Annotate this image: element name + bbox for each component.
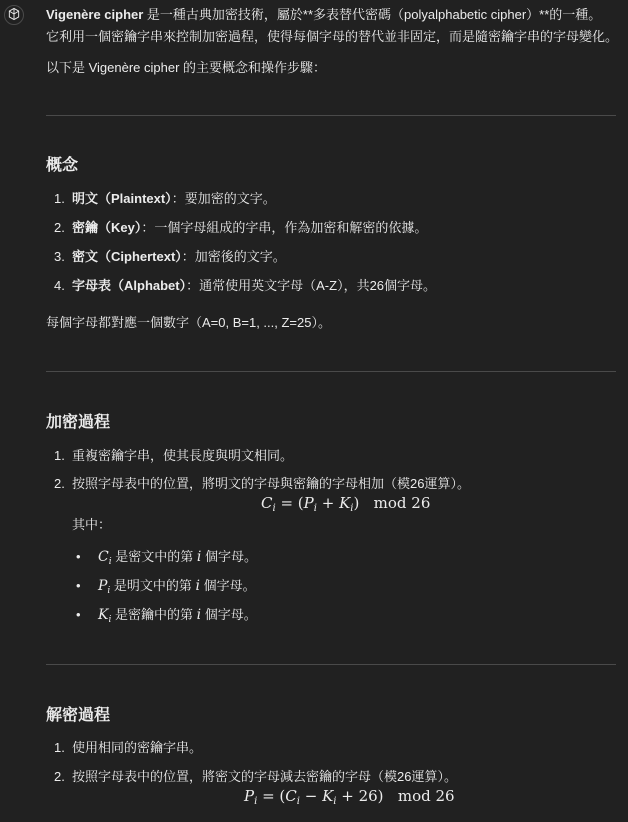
list-term: 明文（Plaintext） bbox=[72, 191, 172, 206]
list-term: 密文（Ciphertext） bbox=[72, 249, 182, 264]
concepts-title: 概念 bbox=[46, 157, 79, 174]
intro-line-3: 以下是 Vigenère cipher 的主要概念和操作步驟： bbox=[46, 60, 327, 75]
list-desc: ：要加密的文字。 bbox=[171, 191, 276, 206]
list-item: • $P_i$ 是明文中的第 i 個字母。 bbox=[76, 578, 256, 596]
list-desc: ：加密後的文字。 bbox=[181, 249, 286, 264]
list-number: 1. bbox=[54, 191, 65, 206]
list-number: 2. bbox=[54, 220, 65, 235]
divider bbox=[46, 371, 616, 372]
list-item bbox=[54, 448, 293, 464]
assistant-avatar bbox=[4, 5, 24, 25]
list-desc: ：通常使用英文字母（A-Z），共26個字母。 bbox=[186, 278, 437, 293]
list-text: 使用相同的密鑰字串。 bbox=[72, 740, 203, 755]
bullet-dot: • bbox=[76, 549, 81, 564]
list-item bbox=[54, 769, 457, 785]
list-item bbox=[54, 249, 286, 265]
list-term: 字母表（Alphabet） bbox=[72, 278, 187, 293]
math-symbol: $P_i$ bbox=[98, 578, 111, 596]
openai-logo-icon bbox=[7, 7, 21, 24]
list-number: 2. bbox=[54, 769, 65, 784]
bullet-dot: • bbox=[76, 578, 81, 593]
list-term: 密鑰（Key） bbox=[72, 220, 142, 235]
decryption-formula: $P_i = (C_i - K_i + 26)$ mod 26 bbox=[244, 787, 455, 807]
list-number: 4. bbox=[54, 278, 65, 293]
concepts-note: 每個字母都對應一個數字（A=0, B=1, ..., Z=25）。 bbox=[46, 315, 331, 330]
list-item bbox=[54, 740, 202, 756]
list-desc: ：一個字母組成的字串，作為加密和解密的依據。 bbox=[141, 220, 428, 235]
intro-line-1-text: 是一種古典加密技術，屬於**多表替代密碼（polyalphabetic cipher）**的一種。 bbox=[143, 7, 602, 22]
list-item: • $K_i$ 是密鑰中的第 i 個字母。 bbox=[76, 607, 257, 625]
list-item: • $C_i$ 是密文中的第 i 個字母。 bbox=[76, 549, 257, 567]
list-number: 1. bbox=[54, 740, 65, 755]
list-text: 按照字母表中的位置，將密文的字母減去密鑰的字母（模26運算）。 bbox=[72, 769, 457, 784]
encryption-formula: $C_i = (P_i + K_i)$ mod 26 bbox=[261, 494, 431, 514]
math-symbol: $K_i$ bbox=[98, 607, 112, 625]
list-item bbox=[54, 220, 427, 236]
encryption-title: 加密過程 bbox=[46, 414, 111, 431]
math-symbol: $C_i$ bbox=[98, 549, 112, 567]
divider bbox=[46, 115, 616, 116]
intro-line-1 bbox=[46, 7, 601, 23]
decryption-title: 解密過程 bbox=[46, 707, 111, 724]
bullet-dot: • bbox=[76, 607, 81, 622]
intro-line-2: 它利用一個密鑰字串來控制加密過程，使得每個字母的替代並非固定，而是隨密鑰字串的字母變化。 bbox=[46, 29, 619, 44]
list-text: 重複密鑰字串，使其長度與明文相同。 bbox=[72, 448, 294, 463]
intro-term: Vigenère cipher bbox=[46, 7, 144, 22]
list-item bbox=[54, 191, 276, 207]
divider bbox=[46, 664, 616, 665]
list-number: 1. bbox=[54, 448, 65, 463]
list-item bbox=[54, 476, 470, 492]
list-item bbox=[54, 278, 436, 294]
list-number: 3. bbox=[54, 249, 65, 264]
list-text: 按照字母表中的位置，將明文的字母與密鑰的字母相加（模26運算）。 bbox=[72, 476, 470, 491]
list-number: 2. bbox=[54, 476, 65, 491]
where-label: 其中： bbox=[72, 517, 112, 532]
